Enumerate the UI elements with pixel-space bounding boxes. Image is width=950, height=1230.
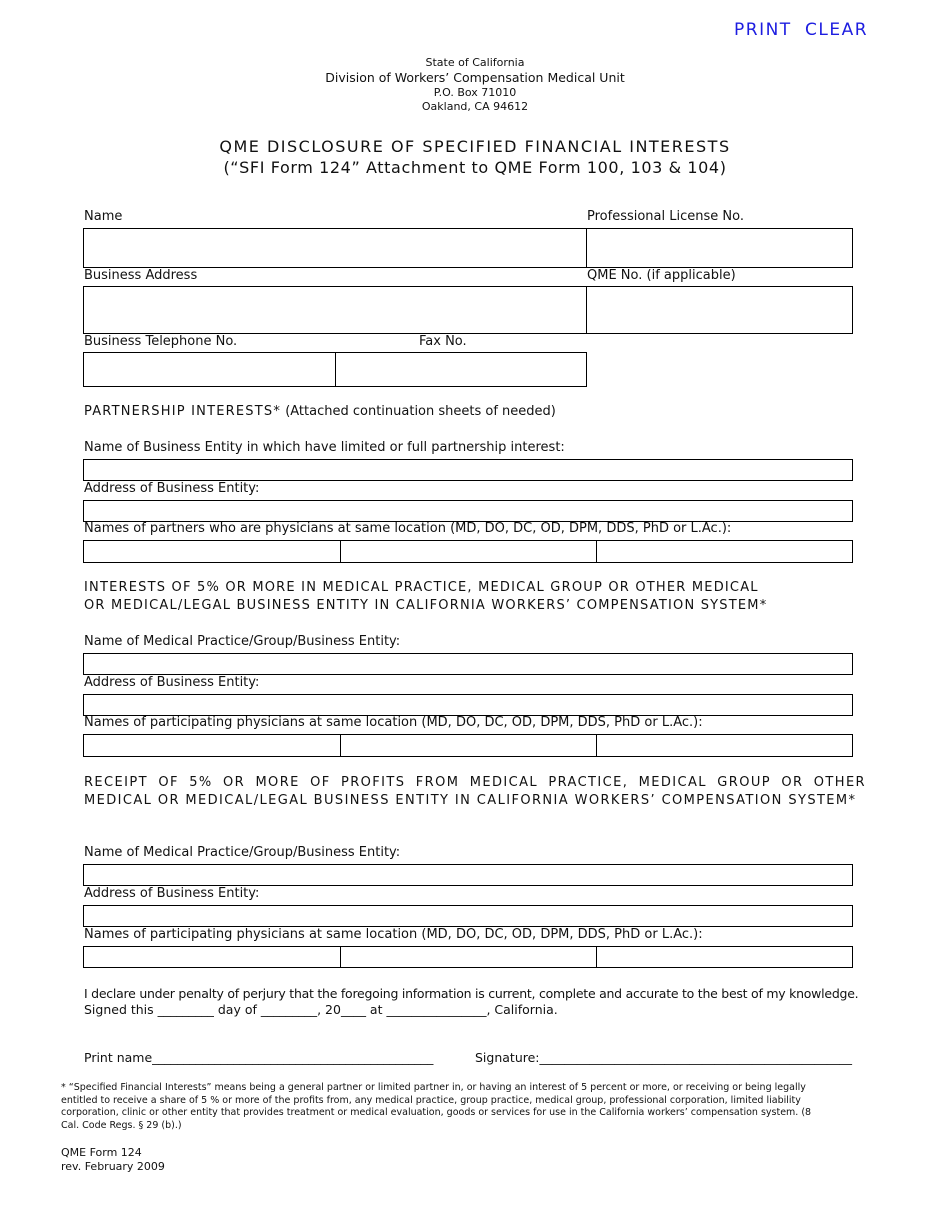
telephone-field[interactable]	[83, 352, 336, 387]
interests-physician-input[interactable]	[341, 736, 596, 757]
interests-address-label: Address of Business Entity:	[84, 675, 260, 690]
interests-physician-field[interactable]	[83, 734, 341, 757]
interests-heading-line1: INTERESTS OF 5% OR MORE IN MEDICAL PRACTICE, MEDICAL GROUP OR OTHER MEDICAL	[84, 580, 759, 595]
interests-entity-label: Name of Medical Practice/Group/Business Entity:	[84, 634, 401, 649]
header-state: State of California	[425, 56, 525, 69]
partnership-heading-note: (Attached continuation sheets of needed)	[285, 404, 556, 419]
interests-heading-line2: OR MEDICAL/LEGAL BUSINESS ENTITY IN CALIFORNIA WORKERS’ COMPENSATION SYSTEM*	[84, 598, 768, 613]
qme-number-field[interactable]	[586, 286, 853, 334]
print-name-line[interactable]: Print name_____________________________________________	[84, 1050, 434, 1065]
fax-label: Fax No.	[419, 334, 467, 349]
receipt-physician-input[interactable]	[341, 948, 596, 968]
name-input[interactable]	[84, 229, 587, 267]
interests-entity-input[interactable]	[84, 655, 852, 675]
partnership-entity-field[interactable]	[83, 459, 853, 481]
qme-number-input[interactable]	[587, 287, 852, 333]
print-button[interactable]: PRINT	[734, 20, 792, 40]
partnership-address-input[interactable]	[84, 502, 852, 522]
page-subtitle: (“SFI Form 124” Attachment to QME Form 100, 103 & 104)	[223, 158, 727, 177]
receipt-entity-label: Name of Medical Practice/Group/Business Entity:	[84, 845, 401, 860]
partnership-partner-field[interactable]	[340, 540, 597, 563]
header-city: Oakland, CA 94612	[421, 100, 529, 113]
partnership-partners-label: Names of partners who are physicians at same location (MD, DO, DC, OD, DPM, DDS, PhD or L.Ac.):	[84, 521, 732, 536]
receipt-physician-input[interactable]	[84, 948, 340, 968]
receipt-entity-field[interactable]	[83, 864, 853, 886]
license-label: Professional License No.	[587, 209, 744, 224]
business-address-input[interactable]	[84, 287, 586, 333]
declaration	[84, 986, 866, 1018]
receipt-physician-field[interactable]	[340, 946, 597, 968]
signature-line[interactable]: Signature:__________________________________________________	[475, 1050, 853, 1065]
interests-physician-field[interactable]	[596, 734, 853, 757]
telephone-label: Business Telephone No.	[84, 334, 238, 349]
receipt-address-label: Address of Business Entity:	[84, 886, 260, 901]
interests-address-field[interactable]	[83, 694, 853, 716]
name-label: Name	[84, 209, 123, 224]
receipt-heading: RECEIPT OF 5% OR MORE OF PROFITS FROM MEDICAL PRACTICE, MEDICAL GROUP OR OTHER MEDICAL OR MEDICAL/LEGAL BUSINESS ENTITY IN CALIFORNIA WORKERS’ COMPENSATION SYSTEM*	[84, 775, 866, 808]
partnership-partner-field[interactable]	[596, 540, 853, 563]
interests-physician-field[interactable]	[340, 734, 597, 757]
interests-physician-input[interactable]	[597, 736, 852, 757]
partnership-entity-label: Name of Business Entity in which have limited or full partnership interest:	[84, 440, 565, 455]
fax-input[interactable]	[336, 353, 586, 386]
license-input[interactable]	[587, 229, 852, 267]
name-field[interactable]	[83, 228, 588, 268]
partnership-address-label: Address of Business Entity:	[84, 481, 260, 496]
receipt-entity-input[interactable]	[84, 866, 852, 886]
partnership-partner-input[interactable]	[84, 542, 340, 563]
license-field[interactable]	[586, 228, 853, 268]
partnership-partner-field[interactable]	[83, 540, 341, 563]
interests-entity-field[interactable]	[83, 653, 853, 675]
partnership-address-field[interactable]	[83, 500, 853, 522]
interests-physicians-label: Names of participating physicians at same location (MD, DO, DC, OD, DPM, DDS, PhD or L.Ac.):	[84, 715, 703, 730]
partnership-heading	[84, 404, 556, 419]
receipt-physician-field[interactable]	[596, 946, 853, 968]
form-number: QME Form 124	[61, 1146, 142, 1159]
header-po-box: P.O. Box 71010	[433, 86, 517, 99]
partnership-partner-input[interactable]	[341, 542, 596, 563]
interests-address-input[interactable]	[84, 696, 852, 716]
telephone-input[interactable]	[84, 353, 335, 386]
qme-number-label: QME No. (if applicable)	[587, 268, 736, 283]
business-address-field[interactable]	[83, 286, 587, 334]
page-title: QME DISCLOSURE OF SPECIFIED FINANCIAL INTERESTS	[219, 137, 731, 156]
receipt-physician-input[interactable]	[597, 948, 852, 968]
header-division: Division of Workers’ Compensation Medical Unit	[325, 70, 625, 85]
interests-physician-input[interactable]	[84, 736, 340, 757]
partnership-partner-input[interactable]	[597, 542, 852, 563]
partnership-entity-input[interactable]	[84, 461, 852, 481]
form-revision: rev. February 2009	[61, 1160, 165, 1173]
receipt-physician-field[interactable]	[83, 946, 341, 968]
declaration-line2: Signed this _________ day of _________, 20____ at ________________, California.	[84, 1002, 558, 1017]
fax-field[interactable]	[335, 352, 587, 387]
footnote: * “Specified Financial Interests” means being a general partner or limited partner in, or having an interest of 5 percent or more, or receiving or being legally entitled to receive a share of 5 % or more of the profits from, any medical practice, group practice, medical group, professional corporation, limited liability corporation, clinic or other entity that provides treatment or medical evaluation, goods or services for use in the California workers’ compensation system. (8 Cal. Code Regs. § 29 (b).)	[61, 1082, 812, 1131]
receipt-physicians-label: Names of participating physicians at same location (MD, DO, DC, OD, DPM, DDS, PhD or L.Ac.):	[84, 927, 703, 942]
receipt-address-input[interactable]	[84, 907, 852, 927]
clear-button[interactable]: CLEAR	[805, 20, 869, 40]
receipt-address-field[interactable]	[83, 905, 853, 927]
business-address-label: Business Address	[84, 268, 198, 283]
partnership-heading-text: PARTNERSHIP INTERESTS*	[84, 404, 282, 419]
declaration-line1: I declare under penalty of perjury that the foregoing information is current, complete and accurate to the best of my knowledge.	[84, 986, 859, 1001]
